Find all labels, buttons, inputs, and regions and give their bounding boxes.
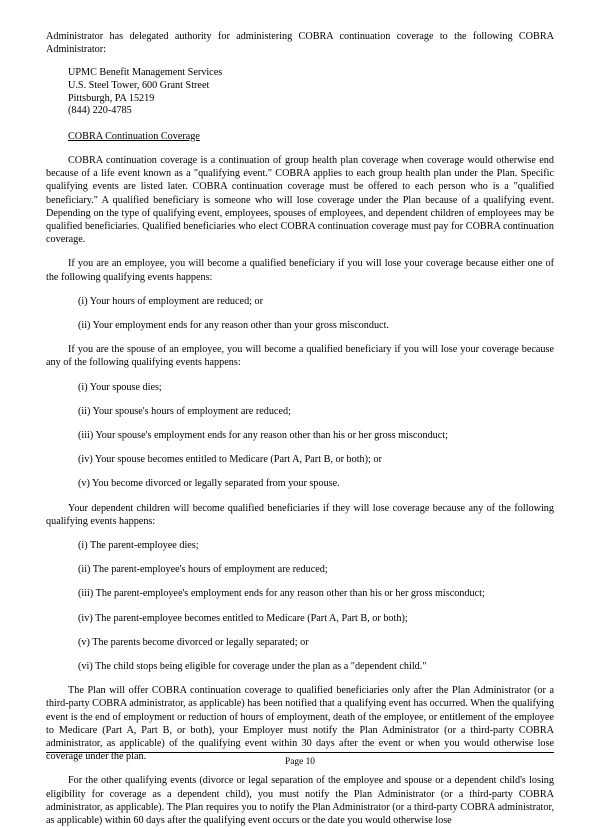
list-item: (iii) Your spouse's employment ends for any reason other than his or her gross misconduct;	[78, 430, 448, 442]
list-item: (ii) Your employment ends for any reason other than your gross misconduct.	[78, 320, 389, 332]
list-item: (ii) Your spouse's hours of employment are reduced;	[78, 405, 291, 417]
paragraph-cobra-definition: COBRA continuation coverage is a continuation of group health plan coverage when coverage would otherwise end because of a life event known as a "qualifying event." COBRA applies to each group health plan under the Plan. Specific qualifying events are listed later. COBRA continuation coverage must be offered to each person who is a "qualified beneficiary." A qualified beneficiary is someone who will lose coverage under the Plan because of a qualifying event. Depending on the type of qualifying event, employees, spouses of employees, and dependent children of employees may be qualified beneficiaries. Qualified beneficiaries who elect COBRA continuation coverage must pay for COBRA continuation coverage.	[46, 154, 554, 246]
paragraph-other-events: For the other qualifying events (divorce or legal separation of the employee and spouse or a dependent child's losing eligibility for coverage as a dependent child), you must notify the Plan Administrator (or a third-party COBRA administrator, as applicable). The Plan requires you to notify the Plan Administrator (or a third-party COBRA administrator, as applicable) within 60 days after the qualifying event occurs or the date you would otherwise lose	[46, 775, 554, 827]
paragraph-dependent-intro: Your dependent children will become qualified beneficiaries if they will lose coverage because any of the following qualifying events happens:	[46, 502, 554, 527]
paragraph-plan-notification: The Plan will offer COBRA continuation coverage to qualified beneficiaries only after the Plan Administrator (or a third-party COBRA administrator, as applicable) has been notified that a qualifying event has occurred. When the qualifying event is the end of employment or reduction of hours of employment, death of the employee, or entitlement of the employee to Medicare (Part A, Part B, or both), your Employer must notify the Plan Administrator (or a third-party COBRA administrator, as applicable) of the qualifying event within 30 days after the event or when you would otherwise lose coverage under the plan.	[46, 685, 554, 763]
paragraph-employee-intro: If you are an employee, you will become a qualified beneficiary if you will lose your coverage because either one of the following qualifying events happens:	[46, 258, 554, 283]
page-number: Page 10	[285, 757, 315, 767]
paragraph-spouse-intro: If you are the spouse of an employee, you will become a qualified beneficiary if you will lose your coverage because any of the following qualifying events happens:	[46, 344, 554, 369]
list-item: (iv) The parent-employee becomes entitled to Medicare (Part A, Part B, or both);	[78, 612, 408, 624]
address-line-3: Pittsburgh, PA 15219	[68, 92, 155, 104]
list-item: (vi) The child stops being eligible for coverage under the plan as a "dependent child."	[78, 661, 427, 673]
address-line-2: U.S. Steel Tower, 600 Grant Street	[68, 80, 210, 91]
address-phone: (844) 220-4785	[68, 105, 132, 117]
address-line-1: UPMC Benefit Management Services	[68, 67, 223, 79]
list-item: (iii) The parent-employee's employment ends for any reason other than his or her gross misconduct;	[78, 588, 485, 600]
list-item: (ii) The parent-employee's hours of employment are reduced;	[78, 564, 328, 576]
section-heading-text: COBRA Continuation Coverage	[68, 130, 200, 142]
list-item: (v) The parents become divorced or legally separated; or	[78, 636, 309, 648]
list-item: (i) Your spouse dies;	[78, 381, 162, 393]
section-heading	[46, 130, 554, 143]
page-footer	[46, 752, 554, 768]
list-item: (i) The parent-employee dies;	[78, 540, 199, 552]
list-item: (i) Your hours of employment are reduced; or	[78, 295, 264, 307]
list-item: (iv) Your spouse becomes entitled to Medicare (Part A, Part B, or both); or	[78, 454, 382, 466]
intro-paragraph: Administrator has delegated authority for administering COBRA continuation coverage to the following COBRA Administrator:	[46, 31, 554, 56]
list-item: (v) You become divorced or legally separated from your spouse.	[78, 478, 340, 490]
cobra-administrator-address	[46, 67, 554, 117]
